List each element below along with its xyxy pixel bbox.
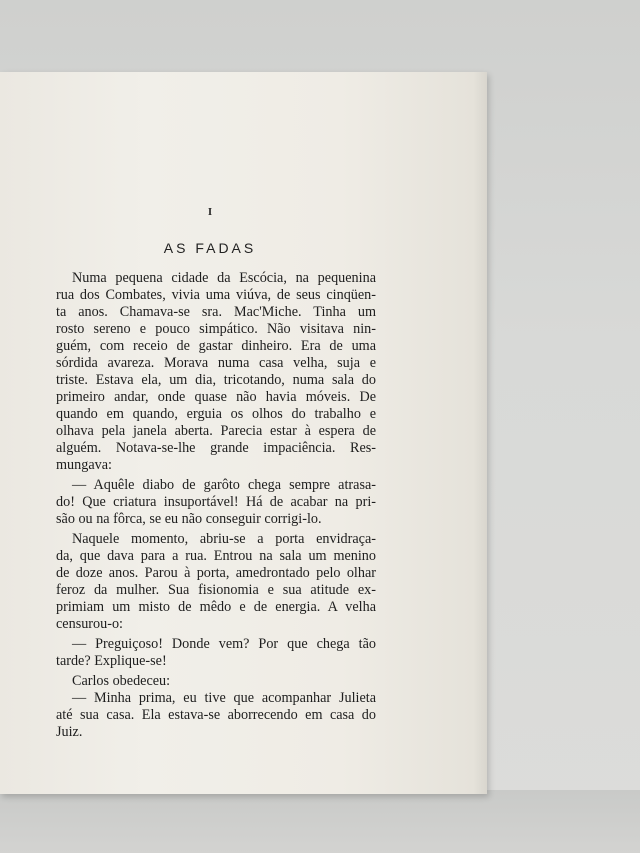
text-line: primeiro andar, onde quase não havia móveis. De (56, 389, 376, 405)
text-line: Numa pequena cidade da Escócia, na pequenina (72, 270, 376, 286)
chapter-title: AS FADAS (163, 240, 257, 256)
text-line: — Minha prima, eu tive que acompanhar Julieta (72, 690, 376, 706)
text-line: Naquele momento, abriu-se a porta envidraça- (72, 531, 376, 547)
text-line: tarde? Explique-se! (56, 653, 167, 669)
text-line: alguém. Notava-se-lhe grande impaciência. Res- (56, 440, 376, 456)
text-line: — Aquêle diabo de garôto chega sempre atrasa- (72, 477, 376, 493)
text-line: de doze anos. Parou à porta, amedrontado pelo olhar (56, 565, 376, 581)
text-line: mungava: (56, 457, 112, 473)
text-line: sórdida avareza. Morava numa casa velha, suja e (56, 355, 376, 371)
table-surface (0, 790, 640, 853)
text-line: rua dos Combates, vivia uma viúva, de seus cinqüen- (56, 287, 376, 303)
text-line: rosto sereno e pouco simpático. Não visitava nin- (56, 321, 376, 337)
text-line: censurou-o: (56, 616, 123, 632)
text-line: da, que dava para a rua. Entrou na sala um menino (56, 548, 376, 564)
text-line: guém, com receio de gastar dinheiro. Era de uma (56, 338, 376, 354)
book-page (0, 72, 487, 794)
chapter-number: I (207, 206, 213, 218)
text-line: triste. Estava ela, um dia, tricotando, numa sala do (56, 372, 376, 388)
text-line: Carlos obedeceu: (72, 673, 171, 689)
text-line: ta anos. Chamava-se sra. Mac'Miche. Tinha um (56, 304, 376, 320)
text-line: são ou na fôrca, se eu não conseguir corrigi-lo. (56, 511, 322, 527)
text-line: até sua casa. Ela estava-se aborrecendo em casa do (56, 707, 376, 723)
text-line: quando em quando, erguia os olhos do trabalho e (56, 406, 376, 422)
text-line: — Preguiçoso! Donde vem? Por que chega tão (72, 636, 376, 652)
text-line: olhava pela janela aberta. Parecia estar à espera de (56, 423, 376, 439)
text-line: do! Que criatura insuportável! Há de acabar na pri- (56, 494, 376, 510)
body-text (56, 270, 376, 741)
text-line: feroz da mulher. Sua fisionomia e sua atitude ex- (56, 582, 376, 598)
text-line: primiam um misto de mêdo e de energia. A velha (56, 599, 376, 615)
page-edge (473, 72, 487, 794)
text-line: Juiz. (56, 724, 83, 740)
